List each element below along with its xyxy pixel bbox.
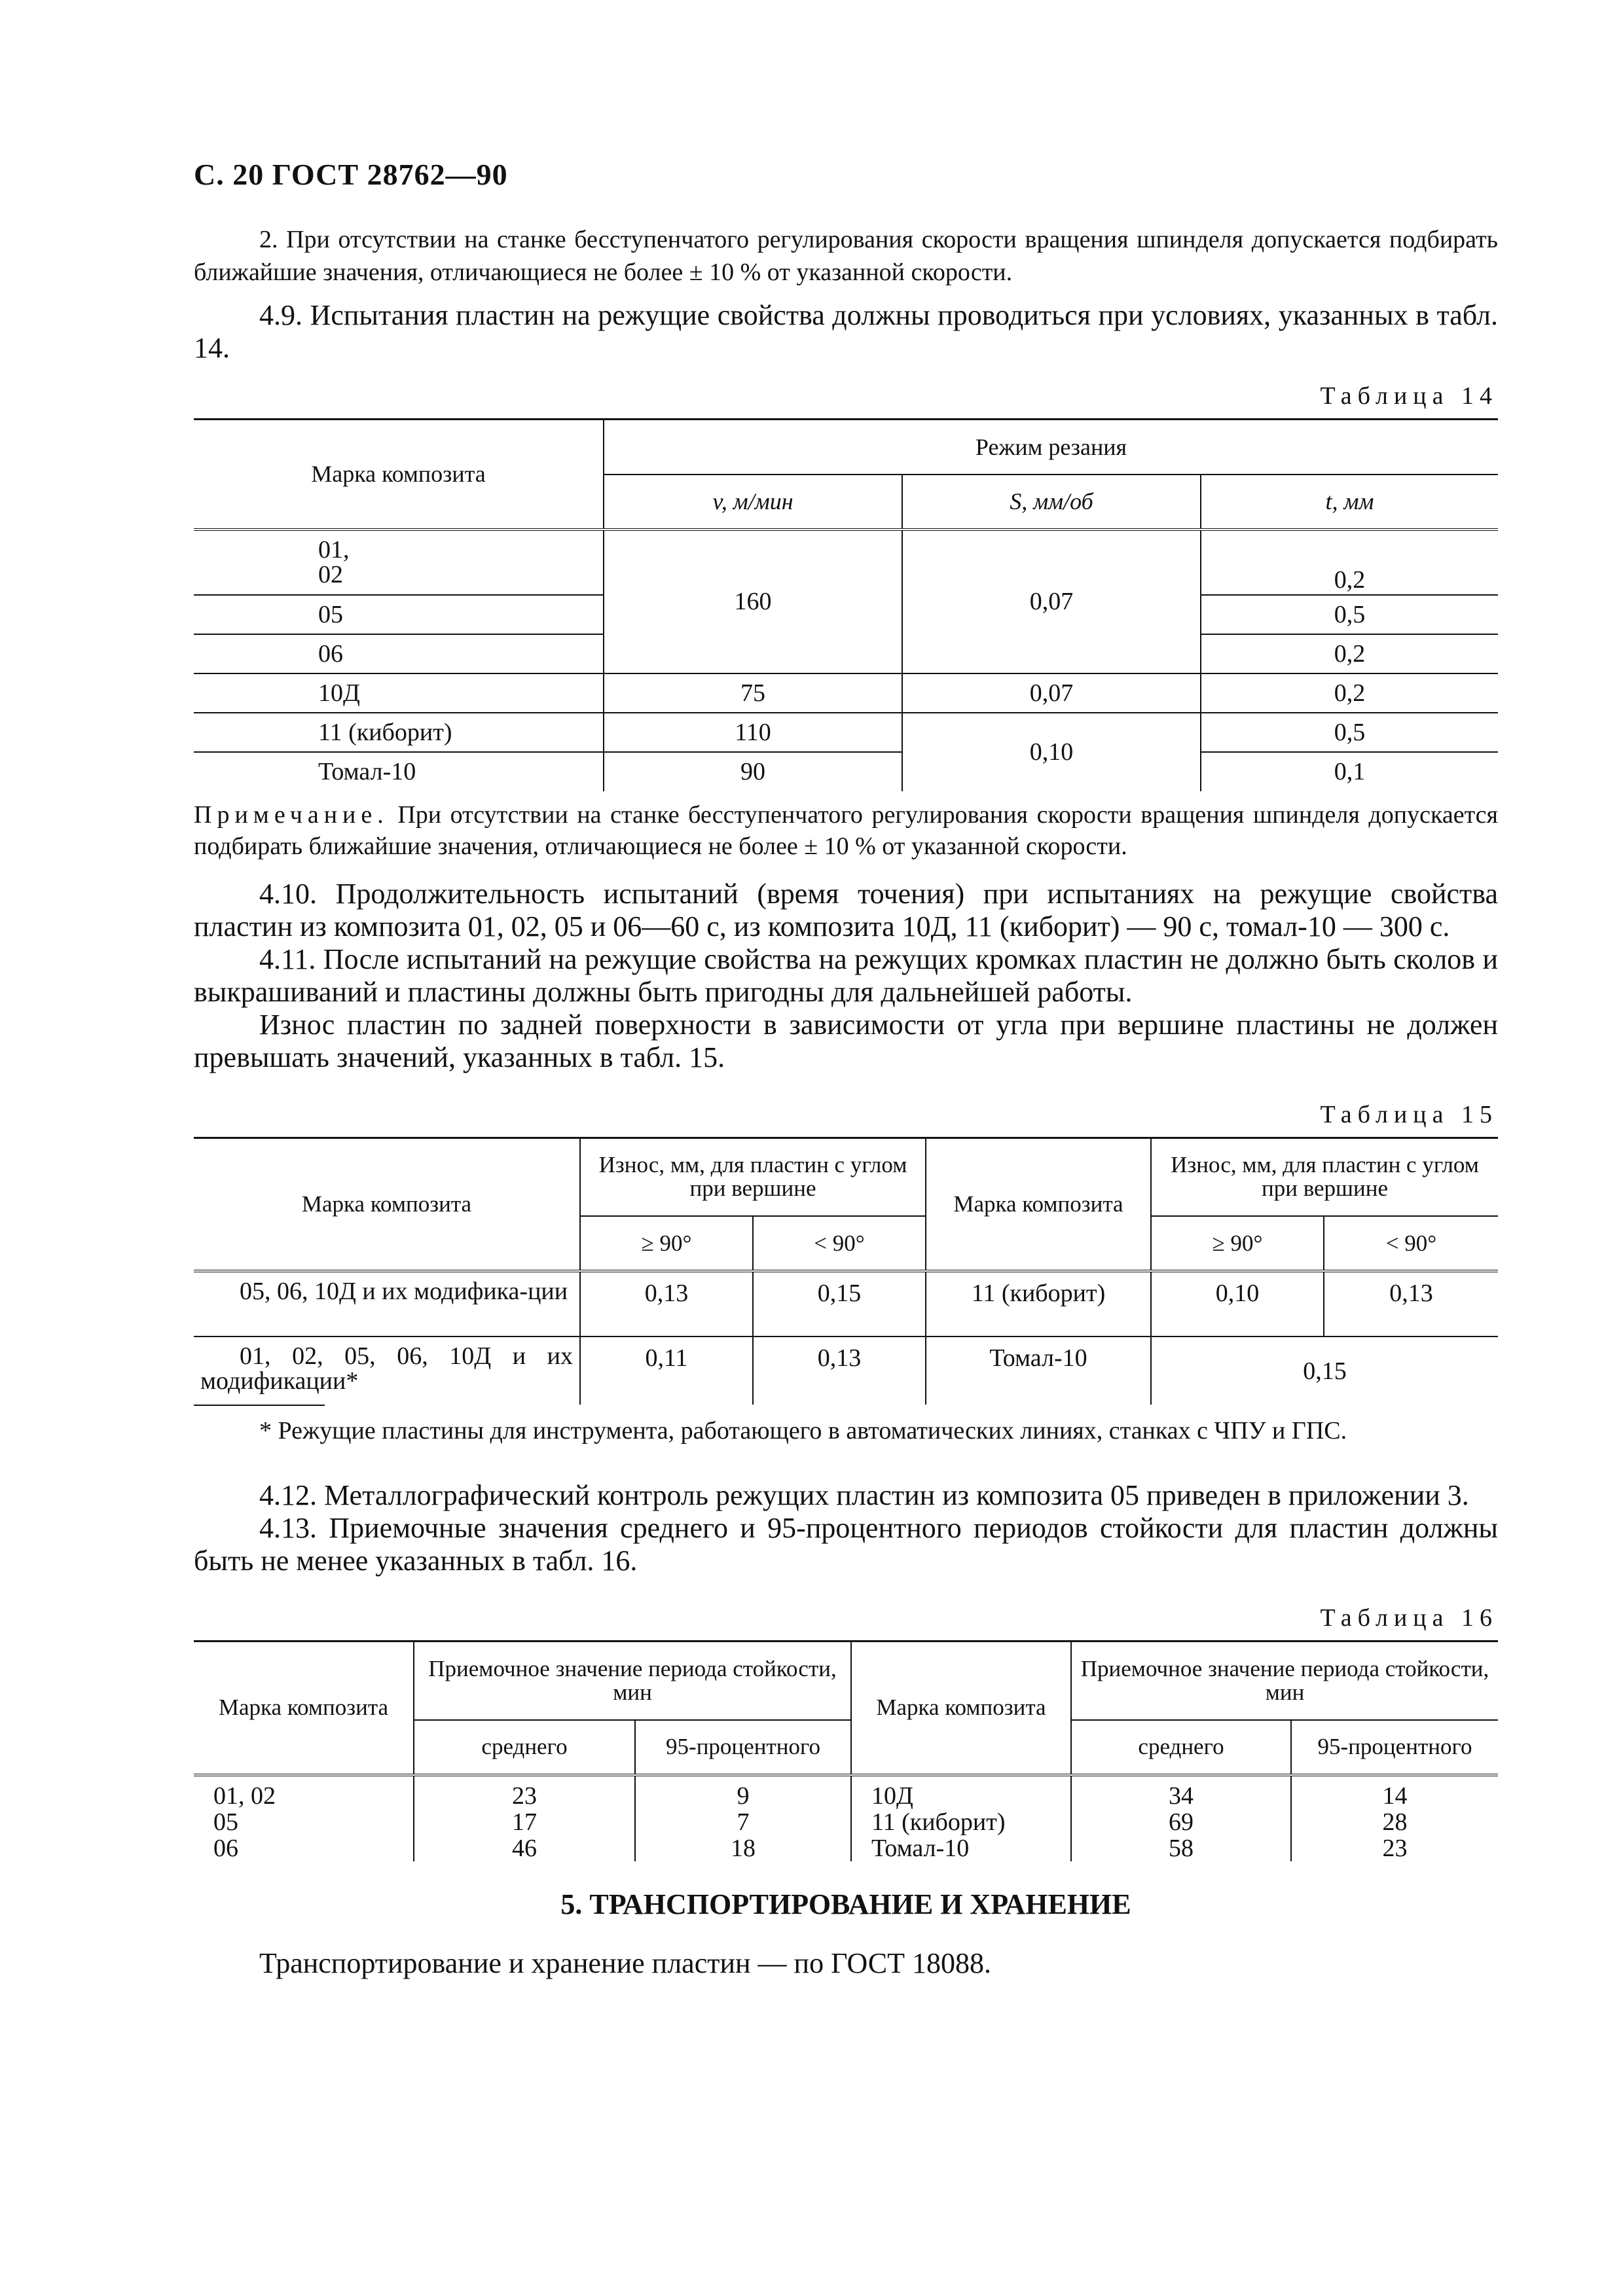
t15-header-wear-right: Износ, мм, для пластин с углом при вершине xyxy=(1151,1138,1498,1216)
t16-brands-left: 01, 02 05 06 xyxy=(213,1782,276,1862)
t15-ge-r1: 0,13 xyxy=(580,1271,753,1336)
t15-header-brand-right: Марка композита xyxy=(926,1138,1151,1271)
intro-note: 2. При отсутствии на станке бесступенчатого регулирования скорости вращения шпинделя допускается подбирать ближайшие значения, отличающиеся не более ± 10 % от указанной скорости. xyxy=(194,226,1498,286)
section-5-title: 5. ТРАНСПОРТИРОВАНИЕ И ХРАНЕНИЕ xyxy=(560,1888,1131,1920)
t14-brand-01-02: 01, 02 xyxy=(318,536,350,588)
t14-v-160: 160 xyxy=(604,529,902,673)
t14-s-010: 0,10 xyxy=(902,713,1201,791)
t15-header-ge90-right: ≥ 90° xyxy=(1151,1216,1324,1271)
t14-brand-10d: 10Д xyxy=(194,673,604,713)
t15-header-ge90-left: ≥ 90° xyxy=(580,1216,753,1271)
t14-s-007: 0,07 xyxy=(902,529,1201,673)
t16-avg-right: 34 69 58 xyxy=(1071,1775,1291,1861)
t15-ge-r1-right: 0,10 xyxy=(1151,1271,1324,1336)
table16-caption: Таблица 16 xyxy=(1320,1604,1498,1632)
t15-lt-r1-right: 0,13 xyxy=(1324,1271,1498,1336)
t14-t-r5: 0,5 xyxy=(1201,713,1498,752)
t16-header-accept-left: Приемочное значение периода стойкости, мин xyxy=(414,1641,851,1720)
table14-caption: Таблица 14 xyxy=(1320,382,1498,410)
t15-brand-r1-right: 11 (киборит) xyxy=(926,1271,1151,1336)
table-14 xyxy=(194,418,1498,791)
t16-header-avg-right: среднего xyxy=(1071,1720,1291,1775)
t16-header-brand-left: Марка композита xyxy=(194,1641,414,1775)
t14-v-r5: 110 xyxy=(604,713,902,752)
t14-header-v: v, м/мин xyxy=(604,475,902,529)
t16-95-left: 9 7 18 xyxy=(635,1775,851,1861)
t16-95-right: 14 28 23 xyxy=(1291,1775,1498,1861)
t15-header-brand-left: Марка композита xyxy=(194,1138,580,1271)
t16-header-95-left: 95-процентного xyxy=(635,1720,851,1775)
paragraph-4-13: 4.13. Приемочные значения среднего и 95-процентного периодов стойкости для пластин должны быть не менее указанных в табл. 16. xyxy=(194,1512,1498,1577)
t15-brand-r1: 05, 06, 10Д и их модифика-ции xyxy=(240,1278,568,1305)
page-content xyxy=(194,157,1498,1980)
t15-header-lt90-right: < 90° xyxy=(1324,1216,1498,1271)
t15-lt-r1: 0,15 xyxy=(753,1271,926,1336)
t15-lt-r2: 0,13 xyxy=(753,1336,926,1405)
table14-note xyxy=(194,799,1498,862)
table15-footnote: * Режущие пластины для инструмента, работающего в автоматических линиях, станках с ЧПУ и ГПС. xyxy=(259,1417,1347,1444)
section-5-text: Транспортирование и хранение пластин — по ГОСТ 18088. xyxy=(259,1946,991,1979)
paragraph-4-12: 4.12. Металлографический контроль режущих пластин из композита 05 приведен в приложении 3. xyxy=(259,1479,1469,1511)
t15-brand-r2-right: Томал-10 xyxy=(926,1336,1151,1405)
note-label: Примечание. xyxy=(194,800,389,829)
footnote-rule xyxy=(194,1405,325,1406)
table15-caption: Таблица 15 xyxy=(1320,1100,1498,1128)
t14-t-r2: 0,5 xyxy=(1201,595,1498,634)
paragraph-4-11: 4.11. После испытаний на режущие свойства на режущих кромках пластин не должно быть сколов и выкрашиваний и пластины должны быть пригодны для дальнейшей работы. xyxy=(194,942,1498,1008)
page-header: С. 20 ГОСТ 28762—90 xyxy=(194,158,508,191)
paragraph-4-9: 4.9. Испытания пластин на режущие свойства должны проводиться при условиях, указанных в табл. 14. xyxy=(194,299,1498,364)
t14-brand-06: 06 xyxy=(194,634,604,673)
t14-t-r4: 0,2 xyxy=(1201,673,1498,713)
t16-header-avg-left: среднего xyxy=(414,1720,635,1775)
t16-header-accept-right: Приемочное значение периода стойкости, мин xyxy=(1071,1641,1498,1720)
t16-header-95-right: 95-процентного xyxy=(1291,1720,1498,1775)
t14-t-r1: 0,2 xyxy=(1201,529,1498,595)
t15-header-wear-left: Износ, мм, для пластин с углом при вершине xyxy=(580,1138,926,1216)
t16-header-brand-right: Марка композита xyxy=(851,1641,1071,1775)
t14-t-r3: 0,2 xyxy=(1201,634,1498,673)
t14-header-brand: Марка композита xyxy=(194,420,604,529)
note-text: При отсутствии на станке бесступенчатого регулирования скорости вращения шпинделя допускается подбирать ближайшие значения, отличающиеся не более ± 10 % от указанной скорости. xyxy=(194,800,1498,860)
t14-header-mode: Режим резания xyxy=(604,420,1498,475)
t14-brand-tomal: Томал-10 xyxy=(194,752,604,791)
t14-v-r4: 75 xyxy=(604,673,902,713)
t16-avg-left: 23 17 46 xyxy=(414,1775,635,1861)
table-15 xyxy=(194,1137,1498,1405)
t15-ge-r2: 0,11 xyxy=(580,1336,753,1405)
t14-v-r6: 90 xyxy=(604,752,902,791)
t14-t-r6: 0,1 xyxy=(1201,752,1498,791)
t16-brands-right: 10Д 11 (киборит) Томал-10 xyxy=(851,1775,1071,1861)
t14-header-t: t, мм xyxy=(1201,475,1498,529)
paragraph-4-10: 4.10. Продолжительность испытаний (время точения) при испытаниях на режущие свойства пластин из композита 01, 02, 05 и 06—60 с, из композита 10Д, 11 (киборит) — 90 с, томал-10 — 300 с. xyxy=(194,877,1498,942)
paragraph-wear: Износ пластин по задней поверхности в зависимости от угла при вершине пластины не должен превышать значений, указанных в табл. 15. xyxy=(194,1008,1498,1073)
table-16 xyxy=(194,1640,1498,1861)
t15-header-lt90-left: < 90° xyxy=(753,1216,926,1271)
t15-merged-r2-right: 0,15 xyxy=(1151,1336,1498,1405)
t15-brand-r2: 01, 02, 05, 06, 10Д и их модификации* xyxy=(194,1336,580,1405)
t14-s-r4: 0,07 xyxy=(902,673,1201,713)
t14-brand-kiborit: 11 (киборит) xyxy=(194,713,604,752)
t14-header-s: S, мм/об xyxy=(902,475,1201,529)
t14-brand-05: 05 xyxy=(194,595,604,634)
